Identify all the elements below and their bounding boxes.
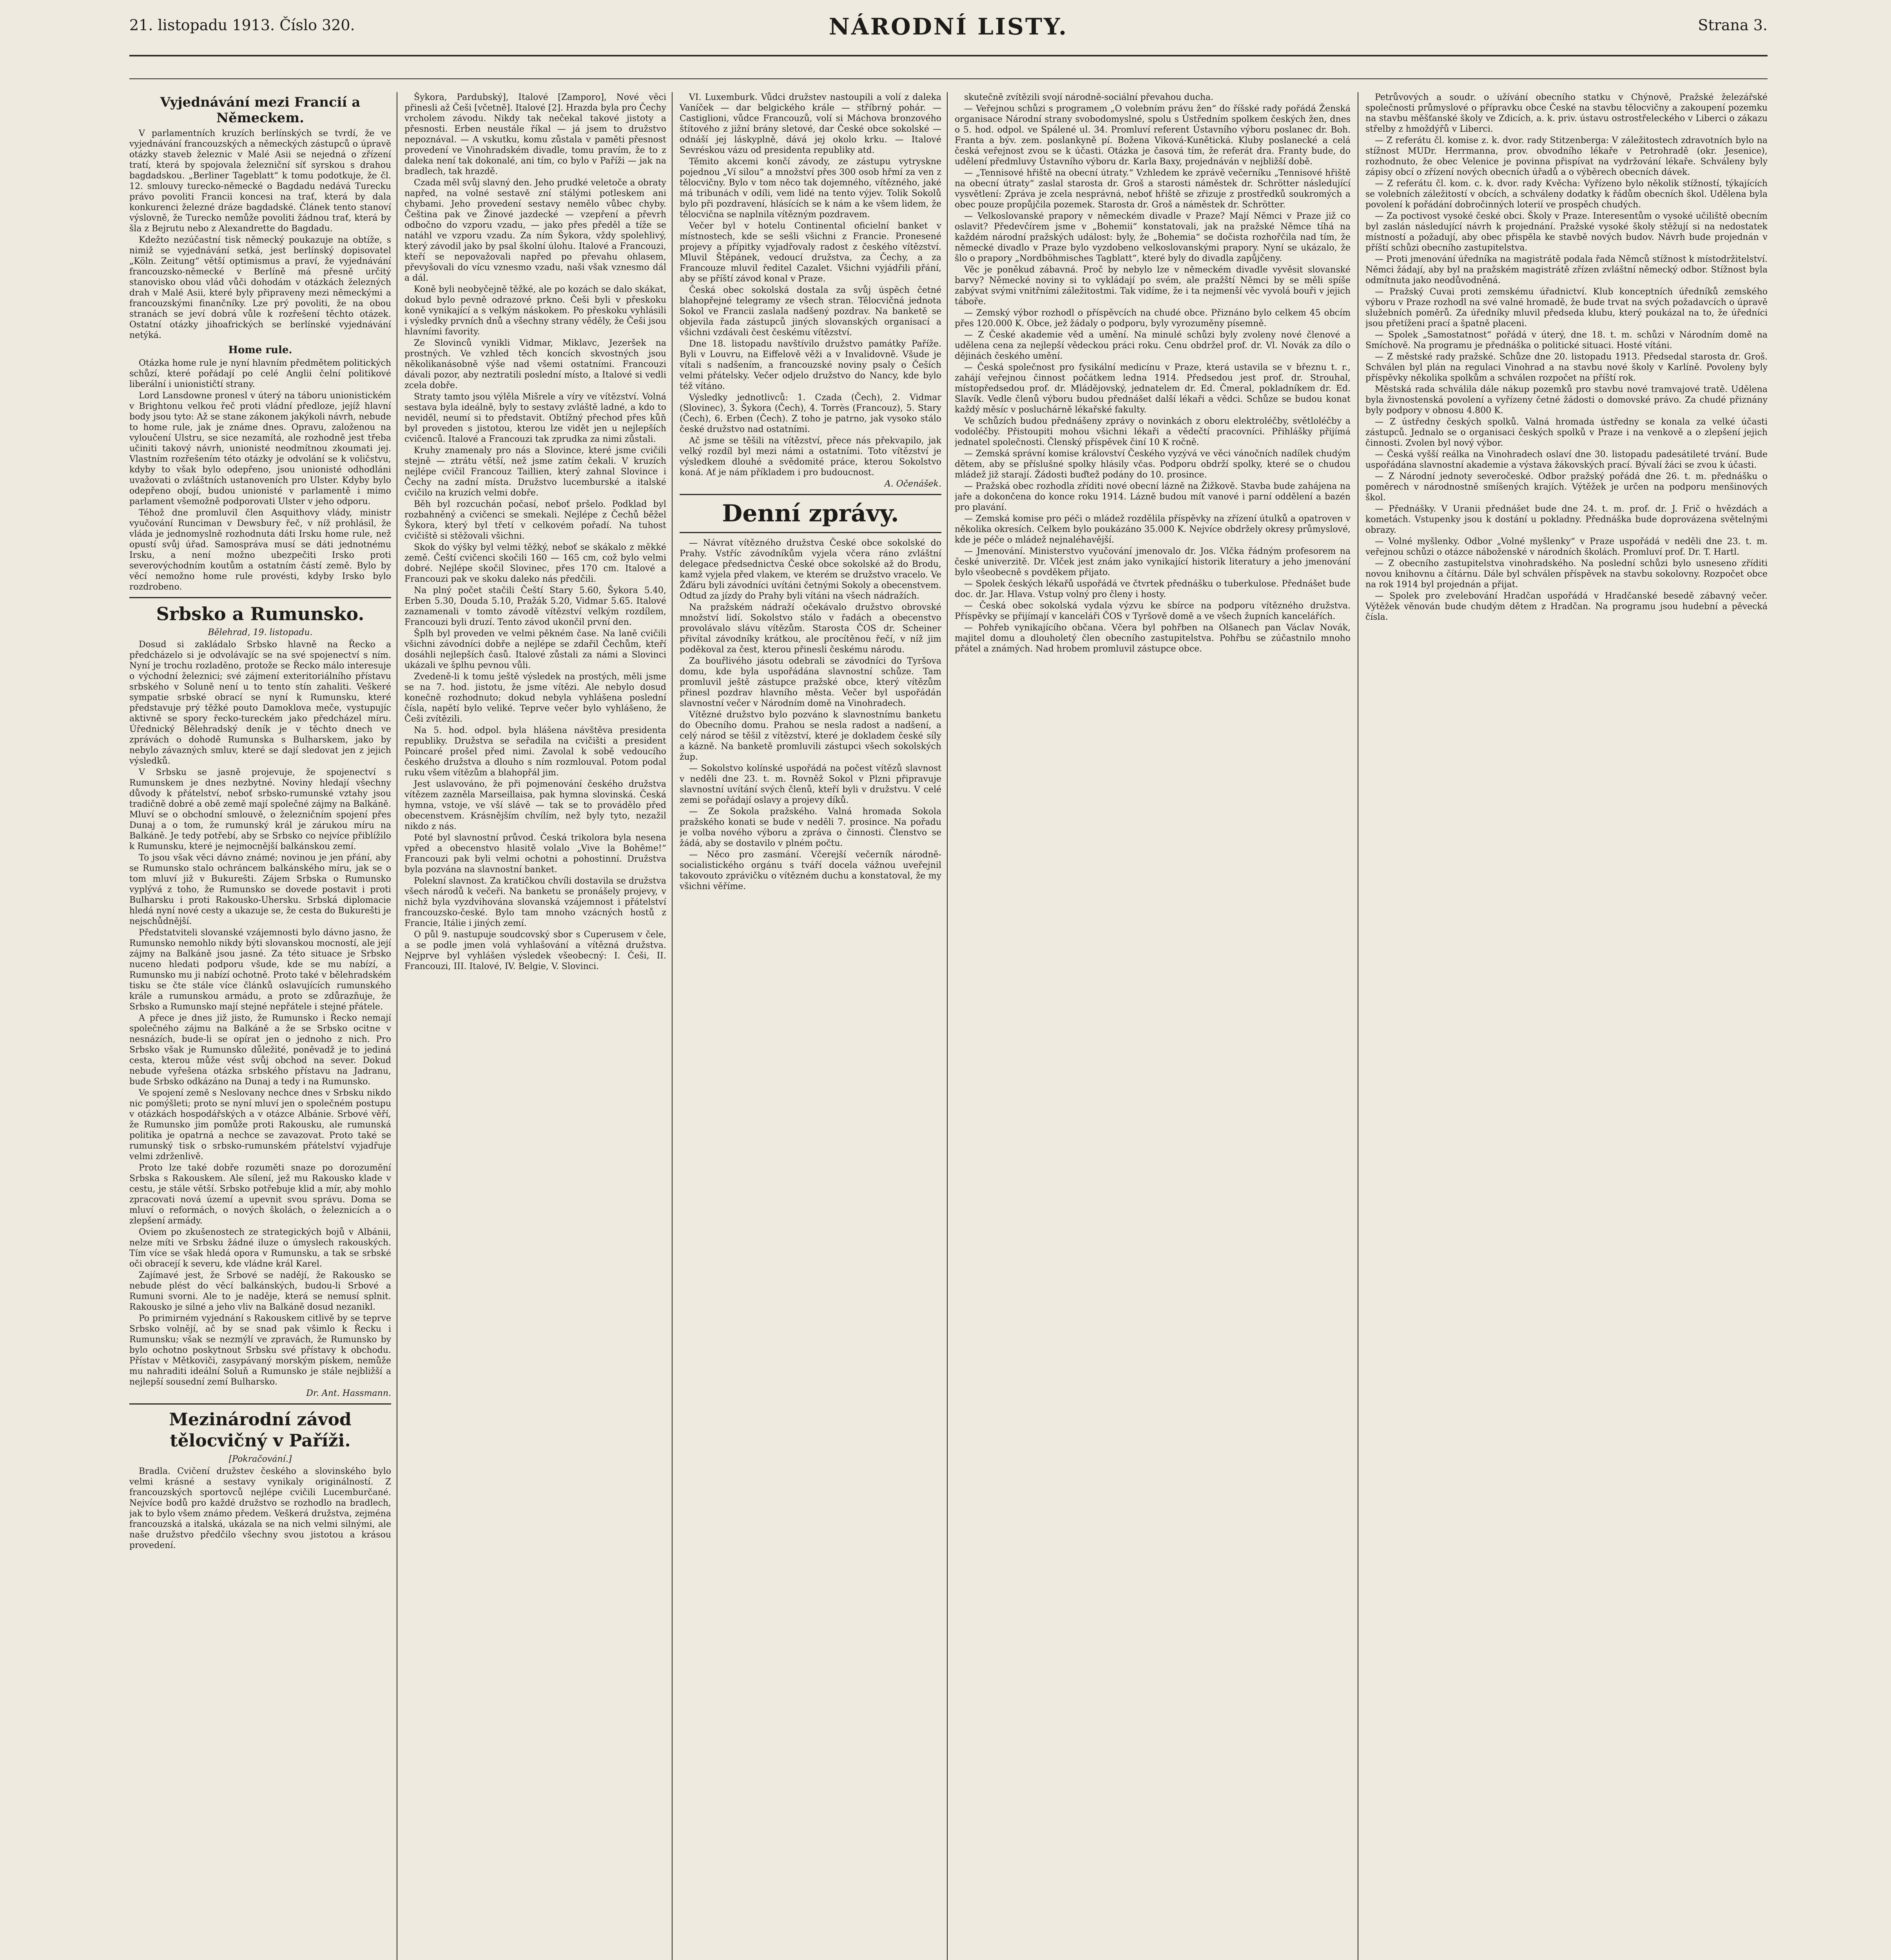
article-title: Srbsko a Rumunsko. xyxy=(156,603,364,624)
author-signature: A. Očenášek. xyxy=(884,479,941,489)
paragraph: — Proti jmenování úředníka na magistrátě podala řada Němců stížnost k místodržitelství. Němci žádají, aby byl na pražském magistrátě zřízen zvláštní německý odbor. Stížnost byla odmítnuta jako neodůvodněná. xyxy=(1365,254,1768,285)
paragraph: Ze Slovinců vynikli Vidmar, Miklavc, Jezeršek na prostných. Ve vzhled těch koncích skvostných jsou několikanásobně výše nad všemi ostatními. Francouzi dávali pozor, aby neztratili poslední místo, a Italové si vedli zcela dobře. xyxy=(404,338,666,390)
paragraph: Předstatviteli slovanské vzájemnosti bylo dávno jasno, že Rumunsko nemohlo nikdy býti slovanskou mocností, ale její zájmy na Balkáně jsou jasné. Za této situace je Srbsko nuceno hledati podporu všude, kde se mu nabízí, a Rumunsko mu ji nabízí ochotně. Proto také v bělehradském tisku se čte stále více článků oslavujících rumunského krále a rumunskou armádu, a proto se zdůrazňuje, že Srbsko a Rumunsko mají stejné nepřátele i stejné přátele. xyxy=(129,928,391,1012)
author-signature: Dr. Ant. Hassmann. xyxy=(306,1388,391,1398)
paragraph: A přece je dnes již jisto, že Rumunsko i Řecko nemají společného zájmu na Balkáně a že se Srbsko ocitne v nesnázích, bude-li se opírat jen o jednoho z nich. Pro Srbsko však je Rumunsko důležité, poněvadž je to jediná cesta, kterou může vést svůj obchod na sever. Dokud nebude vyřešena otázka srbského přístavu na Jadranu, bude Srbsko odkázáno na Dunaj a tedy i na Rumunsko. xyxy=(129,1013,391,1087)
paragraph: Ve spojení země s Neslovany nechce dnes v Srbsku nikdo nic pomýšleti; proto se nyní mluví jen o společném postupu v otázkách hospodářských a v otázce Albánie. Srbové věří, že Rumunsko jim pomůže proti Rakousku, ale rumunská politika je opatrná a nechce se zavazovat. Proto také se rumunský tisk o srbsko-rumunském přátelství vyjadřuje velmi zdrženlivě. xyxy=(129,1088,391,1161)
paragraph: V parlamentních kruzích berlínských se tvrdí, že ve vyjednávání francouzských a německých zástupců o úpravě otázky staveb železnic v Malé Asii se nejedná o zřízení tratí, která by spojovala železniční síť syrskou s drahou bagdadskou. „Berliner Tageblatt“ k tomu podotkuje, že čl. 12. smlouvy turecko-německé o Bagdadu nedává Turecku právo povoliti Francii koncesi na trať, která by dala konkurenci železné dráze bagdadské. Článek tento stanoví výslovně, že Turecko nemůže povoliti žádnou trať, která by šla z Bejrutu nebo z Alexandrette do Bagdadu. xyxy=(129,129,391,234)
column-3 xyxy=(680,92,941,1960)
paragraph: — Zemský výbor rozhodl o příspěvcích na chudé obce. Přiznáno bylo celkem 45 obcím přes 120.000 K. Obce, jež žádaly o podporu, byly vyrozuměny písemně. xyxy=(955,308,1351,328)
paragraph: — Návrat vítězného družstva České obce sokolské do Prahy. Vstříc závodníkům vyjela včera ráno zvláštní delegace předsednictva České obce sokolské až do Brodu, kamž vyjela před vlakem, ve kterém se družstvo vracelo. Ve Žďáru byli závodníci uvítáni četnými Sokoly a obecenstvem. Odtud za jízdy do Prahy byli vítáni na všech nádražích. xyxy=(680,538,941,601)
column-4 xyxy=(955,92,1351,1960)
paragraph: Oviem po zkušenostech ze strategických bojů v Albánii, nelze míti ve Srbsku žádné iluze o úmyslech rakouských. Tím více se však hledá opora v Rumunsku, a tak se srbské oči obracejí k severu, kde vládne král Karel. xyxy=(129,1227,391,1269)
newspaper-title: NÁRODNÍ LISTY. xyxy=(829,13,1068,40)
paragraph: Šykora, Pardubský], Italové [Zamporo], Nové věci přinesli až Češi [včetně]. Italové [2]. Hrazda byla pro Čechy vrcholem závodu. Nikdy tak nečekal takové jistoty a přesnosti. Erben neustále říkal — já jsem to družstvo nepoznával. — A vskutku, komu zůstala v paměti přesnost provedení ve Vinohradském divadle, tomu pravím, že to z daleka není tak dokonalé, ani tím, co bylo v Paříži — jak na bradlech, tak hrazdě. xyxy=(404,93,666,176)
paragraph: Straty tamto jsou výlěla Mišrele a víry ve vítězství. Volná sestava byla ideálně, byly to sestavy zvláště ladné, a kdo to neviděl, neumí si to představit. Obtížný přechod přes kůň byl proveden s jistotou, kterou lze vidět jen u nejlepších cvičenců. Italové a Francouzi tak zprudka za nimi zůstali. xyxy=(404,392,666,444)
paragraph: Skok do výšky byl velmi těžký, neboť se skákalo z měkké země. Čeští cvičenci skočili 160 — 165 cm, což bylo velmi dobré. Nejlépe skočil Slovinec, přes 170 cm. Italové a Francouzi pak ve skoku daleko nás předčili. xyxy=(404,543,666,584)
paragraph: Česká obec sokolská dostala za svůj úspěch četné blahopřejné telegramy ze všech stran. Tělocvičná jednota Sokol ve Francii zaslala nadšený pozdrav. Na banketě se objevila řada zástupců jiných slovanských organisací a všichni vzdávali čest českému vítězství. xyxy=(680,285,941,338)
column-5 xyxy=(1365,92,1768,1960)
divider xyxy=(680,532,941,533)
paragraph: Šplh byl proveden ve velmi pěkném čase. Na laně cvičili všichni závodníci dobře a nejlépe se zdařil Čechům, kteří dosáhli nejlepších časů. Italové zůstali za námi a Slovinci ukázali ve šplhu pevnou vůli. xyxy=(404,629,666,670)
article-title: Home rule. xyxy=(228,344,292,356)
paragraph: skutečně zvítězili svojí národně-sociální převahou ducha. xyxy=(964,93,1214,102)
column-rule xyxy=(672,92,673,1960)
section-title: Denní zprávy. xyxy=(722,500,899,527)
paragraph: Městská rada schválila dále nákup pozemků pro stavbu nové tramvajové tratě. Udělena byla živnostenská povolení a vyřízeny četné žádosti o domovské právo. Za chudé přiznány byly podpory v obnosu 4.800 K. xyxy=(1365,385,1768,416)
paragraph: VI. Luxemburk. Vůdci družstev nastoupili a volí z daleka Vaníček — dar belgického krále — stříbrný pohár. — Castiglioni, vůdce Francouzů, volí si Máchova bronzového štítového z jižní brány sletové, dar České obce sokolské — odnáší jej láskyplně, dává jej okolo krku. — Italové Sevréskou vázu od presidenta republiky atd. xyxy=(680,93,941,155)
issue-date: 21. listopadu 1913. Číslo 320. xyxy=(129,16,355,34)
column-rule xyxy=(947,92,948,1960)
paragraph: — Spolek pro zvelebování Hradčan uspořádá v Hradčanské besedě zábavný večer. Výtěžek věnován bude chudým dětem z Hradčan. Na programu jsou hudební a pěvecká čísla. xyxy=(1365,591,1768,622)
paragraph: Polekní slavnost. Za kratičkou chvíli dostavila se družstva všech národů k večeři. Na banketu se pronášely projevy, v nichž byla vyzdvihována slovanská vzájemnost i přátelství francouzsko-české. Bylo tam mnoho vzácných hostů z Francie, Itálie i jiných zemí. xyxy=(404,876,666,928)
paragraph: Czada měl svůj slavný den. Jeho prudké veletoče a obraty napřed, na volné sestavě zní stálými potleskem ani chybami. Jeho provedení sestavy nemělo vůbec chyby. Čeština pak ve Žinové jazdecké — vzepření a převrh odbočno do vzporu vzadu, — jako přes předěl a tíže se natáhl ve vzporu vzadu. Za ním Šykora, vždy spolehlivý, který závodil jako by psal školní úlohu. Italové a Francouzi, kteří se nepovažovali napřed po převahu ohlasem, převyšovali do vícu vznesmo vzadu, naši však vznesmo dál a dál. xyxy=(404,178,666,283)
paragraph: — Česká společnost pro fysikální medicínu v Praze, která ustavila se v březnu t. r., zahájí veřejnou činnost počátkem ledna 1914. Předsedou jest prof. dr. Strouhal, místopředsedou prof. dr. Mládějovský, jednatelem dr. Ed. Čmeral, pokladníkem dr. Ed. Slavík. Vedle členů výboru budou přednášet další lékaři a vědci. Schůze se budou konat každý měsíc v posluchárně lékařské fakulty. xyxy=(955,363,1351,415)
paragraph: — Z referátu čl. kom. c. k. dvor. rady Kvěcha: Vyřízeno bylo několik stížností, týkajících se volebních záležitostí v obcích, a schváleny dodatky k řádům obecních škol. Udělena byla povolení k pořádání dobročinných loterií ve prospěch chudých. xyxy=(1365,179,1768,210)
paragraph: Ve schůzích budou přednášeny zprávy o novinkách z oboru elektroléčby, světloléčby a vodoléčby. Přistoupiti mohou všichni lékaři a vědečtí pracovníci. Přihlášky přijímá jednatel společnosti. Členský příspěvek činí 10 K ročně. xyxy=(955,416,1351,447)
paragraph: — Z referátu čl. komise z. k. dvor. rady Stitzenberga: V záležitostech zdravotních bylo na stížnost MUDr. Herrmanna, prov. obvodního lékaře v Petrohradě (okr. Jesenice), rozhodnuto, že obec Velenice je povinna přispívat na vydržování lékaře. Schváleny byly zápisy obcí o zřízení nových obecních úřadů a o výběrech obecních dávek. xyxy=(1365,136,1768,177)
paragraph: — Česká obec sokolská vydala výzvu ke sbírce na podporu vítězného družstva. Příspěvky se přijímají v kanceláři ČOS v Tyršově domě a ve všech župních kancelářích. xyxy=(955,601,1351,621)
paragraph: Kruhy znamenaly pro nás a Slovince, které jsme cvičili stejně — ztrátu větší, než jsme zatím čekali. V kruzích nejlépe cvičil Francouz Taillien, který zahnal Slovince i Čechy na zadní místa. Družstvo lucemburské a italské cvičilo na kruzích velmi dobře. xyxy=(404,446,666,498)
paragraph: — Spolek českých lékařů uspořádá ve čtvrtek přednášku o tuberkulose. Přednášet bude doc. dr. Jar. Hlava. Vstup volný pro členy i hosty. xyxy=(955,579,1351,599)
paragraph: — Sokolstvo kolínské uspořádá na počest vítězů slavnost v neděli dne 23. t. m. Rovněž Sokol v Plzni připravuje slavnostní uvítání svých členů, kteří byli v družstvu. V celé zemi se pořádají oslavy a projevy díků. xyxy=(680,764,941,805)
paragraph: Večer byl v hotelu Continental oficielní banket v místnostech, kde se sešli všichni z Francie. Pronesené projevy a přípitky vyjadřovaly radost z českého vítězství. Mluvil Štěpánek, vedoucí družstva, za Čechy, a za Francouze mluvil ředitel Cazalet. Všichni vyjádřili přání, aby se příští závod konal v Praze. xyxy=(680,221,941,284)
paragraph: Na pražském nádraží očekávalo družstvo obrovské množství lidí. Sokolstvo stálo v řadách a obecenstvo provolávalo slávu vítězům. Starosta ČOS dr. Scheiner přivítal závodníky krátkou, ale procítěnou řečí, v níž jim poděkoval za čest, kterou přinesli českému národu. xyxy=(680,603,941,655)
paragraph: — Zemská správní komise království Českého vyzývá ve věci vánočních nadílek chudým dětem, aby se příslušné spolky hlásily včas. Podporu obdrží spolky, které se o chudou mládež již starají. Žádosti buďtež podány do 10. prosince. xyxy=(955,449,1351,480)
dateline: Bělehrad, 19. listopadu. xyxy=(208,628,313,637)
paragraph: Výsledky jednotlivců: 1. Czada (Čech), 2. Vidmar (Slovinec), 3. Šykora (Čech), 4. Torrès (Francouz), 5. Stary (Čech), 6. Erben (Čech). Z toho je patrno, jak vysoko stálo české družstvo nad ostatními. xyxy=(680,393,941,434)
column-2 xyxy=(404,92,666,1960)
paragraph: Bradla. Cvičení družstev českého a slovinského bylo velmi krásné a sestavy vynikaly originálností. Z francouzských sportovců nejlépe cvičili Lucemburčané. Nejvíce bodů pro každé družstvo se rozhodlo na bradlech, jak to bylo všem známo předem. Veškerá družstva, zejména francouzská a italská, ukázala se na nich velmi silnými, ale naše družstvo předčilo všechny svou jistotou a krásou provedení. xyxy=(129,1466,391,1550)
paragraph: Po primirném vyjednání s Rakouskem citlivě by se teprve Srbsko volnějí, ač by se snad pak všimlo k Řecku i Rumunsku; však se nezmýlí ve zpravách, že Rumunsko by bylo ochotno poskytnout Srbsku své přístavy k obchodu. Přístav v Mětkoviči, zasypávaný morským pískem, nemůže mu nahraditi ideální Soluň a Rumunsko je stále nejbližší a nejlepší sousední zemí Bulharsko. xyxy=(129,1314,391,1387)
paragraph: — Volné myšlenky. Odbor „Volné myšlenky“ v Praze uspořádá v neděli dne 23. t. m. veřejnou schůzi o otázce náboženské v národních školách. Promluví prof. Dr. T. Hartl. xyxy=(1365,537,1768,557)
paragraph: — Jmenování. Ministerstvo vyučování jmenovalo dr. Jos. Vlčka řádným profesorem na české univerzitě. Dr. Vlček jest znám jako vynikající historik literatury a jeho jmenování bylo všeobecně s povděkem přijato. xyxy=(955,546,1351,577)
paragraph: — Z Národní jednoty severočeské. Odbor pražský pořádá dne 26. t. m. přednášku o poměrech v národnostně smíšených krajích. Výtěžek je určen na podporu menšinových škol. xyxy=(1365,472,1768,503)
paragraph: — Přednášky. V Uranii přednášet bude dne 24. t. m. prof. dr. J. Frič o hvězdách a kometách. Vstupenky jsou k dostání u pokladny. Přednáška bude doprovázena světelnými obrazy. xyxy=(1365,504,1768,535)
paragraph: Lord Lansdowne pronesl v úterý na táboru unionistickém v Brightonu velkou řeč proti vládní předloze, jejíž hlavní body jsou tyto: Až se stane zákonem jakýkoli návrh, nebude to home rule, jak je známe dnes. Opravu, založenou na vyloučení Ulstru, se sice nezamítá, ale rozhodně jest třeba učiniti takový návrh, unionisté neodmítnou zkoumati jej. Vlastním rozřešením této otázky je odvolání se k voličstvu, kdyby to však bylo odepřeno, jsou unionisté odhodláni uvažovati o zvláštních ustanoveních pro Ulster. Kdyby bylo odepřeno obojí, budou unionisté v parlamentě i mimo parlament všemožně podporovati Ulster v jeho odporu. xyxy=(129,391,391,506)
paragraph: Běh byl rozcuchán počasí, neboť pršelo. Podklad byl rozbahněný a cvičenci se smekali. Nejlépe z Čechů běžel Šykora, který byl třetí v celkovém pořadí. Na tuhost cvičiště si stěžovali všichni. xyxy=(404,499,666,541)
paragraph: — Ze Sokola pražského. Valná hromada Sokola pražského konati se bude v neděli 7. prosince. Na pořadu je volba nového výboru a zpráva o činnosti. Členstvo se žádá, aby se dostavilo v plném počtu. xyxy=(680,807,941,848)
paragraph: Kdežto nezúčastní tisk německý poukazuje na obtíže, s nimiž se vyjednávání setká, jest berlínský dopisovatel „Köln. Zeitung“ větší optimismus a praví, že vyjednávání francouzsko-německé v Berlíně má přesně určitý stanovisko obou vlád vůči dohodám v otázkách železných drah v Malé Asii, které byly připraveny mezi německými a francouzskými finančníky. Lze prý povoliti, že na obou stranách se jeví dobrá vůle k rozřešení těchto otázek. Ostatní otázky jihoafrických se berlínské vyjednávání netýká. xyxy=(129,235,391,340)
column-1 xyxy=(129,92,391,1960)
continuation-note: [Pokračování.] xyxy=(228,1454,292,1464)
article-title: Vyjednávání mezi Francií a Německem. xyxy=(160,94,361,126)
paragraph: Věc je poněkud zábavná. Proč by nebylo lze v německém divadle vyvěsit slovanské barvy? Německé noviny si to vykládají po svém, ale pražští Němci by se měli spíše zabývat svými vnitřními záležitostmi. Tak vidíme, že i ta nejmenší věc vyvolá bouři v jejich táboře. xyxy=(955,265,1351,307)
divider xyxy=(129,1403,391,1405)
paragraph: Zvedeně-li k tomu ještě výsledek na prostých, měli jsme se na 7. hod. jistotu, že jsme vítězi. Ale nebylo dosud konečně rozhodnuto; dokud nebyla vyhlášena poslední čísla, napětí bylo veliké. Teprve večer bylo vyhlášeno, že Češi zvítězili. xyxy=(404,672,666,724)
header-rule xyxy=(129,55,1768,56)
paragraph: — „Tennisové hřiště na obecní útraty.“ Vzhledem ke zprávě večerníku „Tennisové hřiště na obecní útraty“ zaslal starosta dr. Groš a starosti náměstek dr. Schrötter následující vysvětlení: Zpráva je zcela nesprávná, neboť hřiště se zřizuje z prostředků soukromých a obec pouze propůjčila pozemek. Starosta dr. Groš a náměstek dr. Schrötter. xyxy=(955,168,1351,210)
paragraph: Koně byli neobyčejně těžké, ale po kozách se dalo skákat, dokud bylo pevně odrazové prkno. Češi byli v přeskoku koně vynikající a s velkým náskokem. Po přeskoku vyhlásili i výsledky prvních dnů a všechny strany věděly, že Češi jsou hlavními favority. xyxy=(404,285,666,337)
paragraph: Zajímavé jest, že Srbové se nadějí, že Rakousko se nebude plést do věcí balkánských, budou-li Srbové a Rumuni svorni. Ale to je naděje, která se nemusí splnit. Rakousko je silné a jeho vliv na Balkáně dosud nezanikl. xyxy=(129,1270,391,1312)
divider xyxy=(129,597,391,598)
paragraph: Proto lze také dobře rozuměti snaze po dorozumění Srbska s Rakouskem. Ale sílení, jež mu Rakousko klade v cestu, je stále větší. Srbsko potřebuje klid a mír, aby mohlo zpracovati nová území a upevnit svou správu. Doma se mluví o reformách, o nových školách, o železnicích a o zlepšení armády. xyxy=(129,1163,391,1226)
paragraph: — Pražská obec rozhodla zříditi nové obecní lázně na Žižkově. Stavba bude zahájena na jaře a dokončena do konce roku 1914. Lázně budou mít vanové i parní oddělení a bazén pro plavání. xyxy=(955,481,1351,512)
paragraph: — Spolek „Samostatnost“ pořádá v úterý, dne 18. t. m. schůzi v Národním domě na Smíchově. Na programu je přednáška o politické situaci. Hosté vítáni. xyxy=(1365,330,1768,350)
paragraph: — Veřejnou schůzi s programem „O volebním právu žen“ do říšské rady pořádá Ženská organisace Národní strany svobodomyslné, spolu s Ústředním spolkem českých žen, dnes o 5. hod. odpol. ve Spálené ul. 34. Promluví referent Ústavního výboru poslanec dr. Boh. Franta a býv. zem. poslankyně pí. Božena Viková-Kunětická. Kluby poslanecké a celá česká veřejnost zvou se k účasti. Otázka je časová tím, že referát dra. Franty bude, do udělení předmluvy Ústavního výboru dr. Karla Baxy, projednáván v nejbližší době. xyxy=(955,104,1351,167)
paragraph: Poté byl slavnostní průvod. Česká trikolora byla nesena vpřed a obecenstvo hlasitě volalo „Vive la Bohême!“ Francouzi pak byli velmi ochotni a pohostinní. Družstva byla pozvána na slavnostní banket. xyxy=(404,833,666,875)
page-number: Strana 3. xyxy=(1698,16,1768,34)
paragraph: Na plný počet stačili Čeští Stary 5.60, Šykora 5.40, Erben 5.30, Douda 5.10, Pražák 5.20, Vidmar 5.65. Italové zaznamenali v tomto závodě vítězství velkým rozdílem, Francouzi byli druzí. Tento závod ukončil první den. xyxy=(404,586,666,627)
paragraph: Dosud si zakládalo Srbsko hlavně na Řecko a předcházelo si je odvolávajíc se na své spojenectví s ním. Nyní je trochu rozladěno, protože se Řecko málo interesuje o východní železnici; své zájmení exteritoriálního přístavu srbského v Soluně není u to tento stín zahaliti. Veškeré sympatie srbské obrací se nyní k Rumunsku, které představuje prý těžké pouto Damoklova meče, vystupujíc aktivně se spory řecko-tureckém jako předcházel míru. Úřednický Bělehradský deník je v těchto dnech ve zprávách o dohodě Rumunska s Bulharskem, jako by nebylo závazných smluv, které se dají sledovat jen z jejich výsledků. xyxy=(129,640,391,766)
paragraph: O půl 9. nastupuje soudcovský sbor s Cuperusem v čele, a se podle jmen volá vyhlašování a vítězná družstva. Nejprve byl vyhlášen výsledek všeobecný: I. Češi, II. Francouzi, III. Italové, IV. Belgie, V. Slovinci. xyxy=(404,930,666,971)
paragraph: — Velkoslovanské prapory v německém divadle v Praze? Mají Němci v Praze již co oslavit? Předevčírem jsme v „Bohemii“ konstatovali, jak na pražské Němce tíhá na každém národní pražských událost: byly, že „Bohemia“ se dočista rozhořčila nad tím, že německé divadlo v Praze bylo vyzdobeno velkoslovanskými prapory. Nyní se ukázalo, že šlo o prapory „Nordböhmisches Tagblatt“, které byly do divadla zapůjčeny. xyxy=(955,211,1351,263)
paragraph: To jsou však věci dávno známé; novinou je jen přání, aby se Rumunsko stalo ochráncem balkánského míru, jak se o tom mluví již v Bukurešti. Zájem Srbska o Rumunsko vyplývá z toho, že Rumunsko se dovede postavit i proti Bulharsku i proti Rakousko-Uhersku. Srbská diplomacie hledá nyní nové cesty a ukazuje se, že cesta do Bukurešti je nejschůdnější. xyxy=(129,853,391,926)
paragraph: Téhož dne promluvil člen Asquithovy vlády, ministr vyučování Runciman v Dewsbury řeč, v níž prohlásil, že vláda je jednomyslně rozhodnuta dáti Irsku home rule, než opustí svůj úřad. Samospráva musí se dáti jednotnému Irsku, a není možno ubezpečiti Irsko proti severovýchodním koutům a ostatním částí země. Bylo by věcí nemožno home rule provésti, kdyby Irsko bylo rozdrobeno. xyxy=(129,508,391,592)
paragraph: Vítězné družstvo bylo pozváno k slavnostnímu banketu do Obecního domu. Prahou se nesla radost a nadšení, a celý národ se těšil z vítězství, které je dokladem české síly a kázně. Na banketě promluvili zástupci všech sokolských žup. xyxy=(680,710,941,762)
paragraph: — Pražský Cuvai proti zemskému úřadnictví. Klub konceptních úředníků zemského výboru v Praze rozhodl na své valné hromadě, že bude trvat na svých požadavcích o úpravě služebních poměrů. Za úředníky mluvil předseda klubu, který poukázal na to, že úředníci jsou přetíženi prací a špatně placeni. xyxy=(1365,287,1768,328)
paragraph: — Z městské rady pražské. Schůze dne 20. listopadu 1913. Předsedal starosta dr. Groš. Schválen byl plán na regulaci Vinohrad a na stavbu nové školy v Karlíně. Povoleny byly příspěvky několika spolkům a schválen rozpočet na příští rok. xyxy=(1365,352,1768,383)
paragraph: — Zemská komise pro péči o mládež rozdělila příspěvky na zřízení útulků a opatroven v několika okresích. Celkem bylo poukázáno 35.000 K. Nejvíce obdržely okresy průmyslové, kde je péče o mládež nejnaléhavější. xyxy=(955,514,1351,545)
paragraph: Otázka home rule je nyní hlavním předmětem politických schůzí, které pořádají po celé Anglii čelní politikové liberální i unionističtí strany. xyxy=(129,358,391,389)
paragraph: — Pohřeb vynikajícího občana. Včera byl pohřben na Olšanech pan Václav Novák, majitel domu a dlouholetý člen obecního zastupitelstva. Pohřbu se zúčastnilo mnoho přátel a známých. Nad hrobem promluvil zástupce obce. xyxy=(955,623,1351,654)
paragraph: — Z ústředny českých spolků. Valná hromada ústředny se konala za velké účasti zástupců. Jednalo se o organisaci českých spolků v Praze i na venkově a o zlepšení jejich činnosti. Zvolen byl nový výbor. xyxy=(1365,417,1768,448)
masthead xyxy=(129,12,1768,47)
paragraph: — Za poctivost vysoké české obci. Školy v Praze. Interesentům o vysoké učiliště obecním byl zaslán následující návrh k projednání. Pražské vysoké školy stěžují si na nedostatek místností a požadují, aby obec přispěla ke stavbě nových budov. Návrh bude projednán v příští schůzi obecního zastupitelstva. xyxy=(1365,211,1768,253)
paragraph: — Česká vyšší reálka na Vinohradech oslaví dne 30. listopadu padesátileté trvání. Bude uspořádána slavnostní akademie a výstava žákovských prací. Bývalí žáci se zvou k účasti. xyxy=(1365,450,1768,470)
article-title: Mezinárodní závod tělocvičný v Paříži. xyxy=(169,1410,352,1451)
paragraph: — Z České akademie věd a umění. Na minulé schůzi byly zvoleny nové členové a udělena cena za nejlepší vědeckou práci roku. Cenu obdržel prof. dr. Vl. Novák za dílo o dějinách českého umění. xyxy=(955,330,1351,361)
paragraph: V Srbsku se jasně projevuje, že spojenectví s Rumunskem je dnes nezbytné. Noviny hledají všechny důvody k přátelství, neboť srbsko-rumunské vztahy jsou tradičně dobré a obě země mají společné zájmy na Balkáně. Mluví se o obchodní smlouvě, o železničním spojení přes Dunaj a o tom, že rumunský král je zárukou míru na Balkáně. Je tedy potřebí, aby se Srbsko co nejvíce přiblížilo k Rumunsku, které je nejmocnější balkánskou zemí. xyxy=(129,768,391,851)
paragraph: — Něco pro zasmání. Včerejší večerník národně-socialistického orgánu s tváří docela vážnou uveřejnil takovouto zprávičku o vítězném duchu a konstatoval, že my všichni věříme. xyxy=(680,850,941,891)
divider xyxy=(680,494,941,495)
paragraph: Dne 18. listopadu navštívilo družstvo památky Paříže. Byli v Louvru, na Eiffelově věži a v Invalidovně. Všude je vítali s nadšením, a francouzské noviny psaly o Češích velmi přátelsky. Večer odjelo družstvo do Nancy, kde bylo též vítáno. xyxy=(680,339,941,391)
paragraph: Těmito akcemi končí závody, ze zástupu vytryskne pojednou „Ví silou“ a množství přes 300 osob hřmí za ven z tělocvičny. Bylo v tom něco tak dojemného, vítězného, jaké má tribunách v odíli, vem lidé na tento výjev. Tolik Sokolů bylo při pozdravení, hlásících se k nám a ke všem lidem, že tělocvična se naplnila vítězným pozdravem. xyxy=(680,157,941,220)
paragraph: — Z obecního zastupitelstva vinohradského. Na poslední schůzi bylo usneseno zříditi novou knihovnu a čítárnu. Dále byl schválen příspěvek na stavbu sokolovny. Rozpočet obce na rok 1914 byl projednán a přijat. xyxy=(1365,559,1768,590)
paragraph: Petrůvových a soudr. o užívání obecního statku v Chýnově, Pražské železářské společnosti průmyslové o přípravku obce České na stavbu tělocvičny a zakoupení pozemku na stavbu měšťanské školy ve Zdicích, a. k. priv. ústavu ostrostřeleckého v Liberci o zákazu střelby z hmoždýřů v Liberci. xyxy=(1365,93,1768,134)
paragraph: Na 5. hod. odpol. byla hlášena návštěva presidenta republiky. Družstva se seřadila na cvičišti a president Poincaré prošel před nimi. Zavolal k sobě vedoucího českého družstva a dlouho s ním rozmlouval. Potom podal ruku všem vítězům a blahopřál jim. xyxy=(404,726,666,778)
header-rule-thin xyxy=(129,78,1768,79)
paragraph: Za bouřlivého jásotu odebrali se závodníci do Tyršova domu, kde byla uspořádána slavnostní schůze. Tam promluvil ještě zástupce pražské obce, který vítězům přinesl pozdrav hlavního města. Večer byl uspořádán slavnostní večer v Národním domě na Vinohradech. xyxy=(680,656,941,708)
paragraph: Jest uslavováno, že při pojmenování českého družstva vítězem zazněla Marseillaisa, pak hymna slovinská. Česká hymna, vstoje, ve vší slávě — tak se to provádělo před obecenstvem. Krásnějším chvílím, než byly tyto, nezažil nikdo z nás. xyxy=(404,779,666,831)
paragraph: Ač jsme se těšili na vítězství, přece nás překvapilo, jak velký rozdíl byl mezi námi a ostatními. Toto vítězství je výsledkem dlouhé a svědomité práce, kterou Sokolstvo koná. Ať je nám příkladem i pro budoucnost. xyxy=(680,436,941,477)
